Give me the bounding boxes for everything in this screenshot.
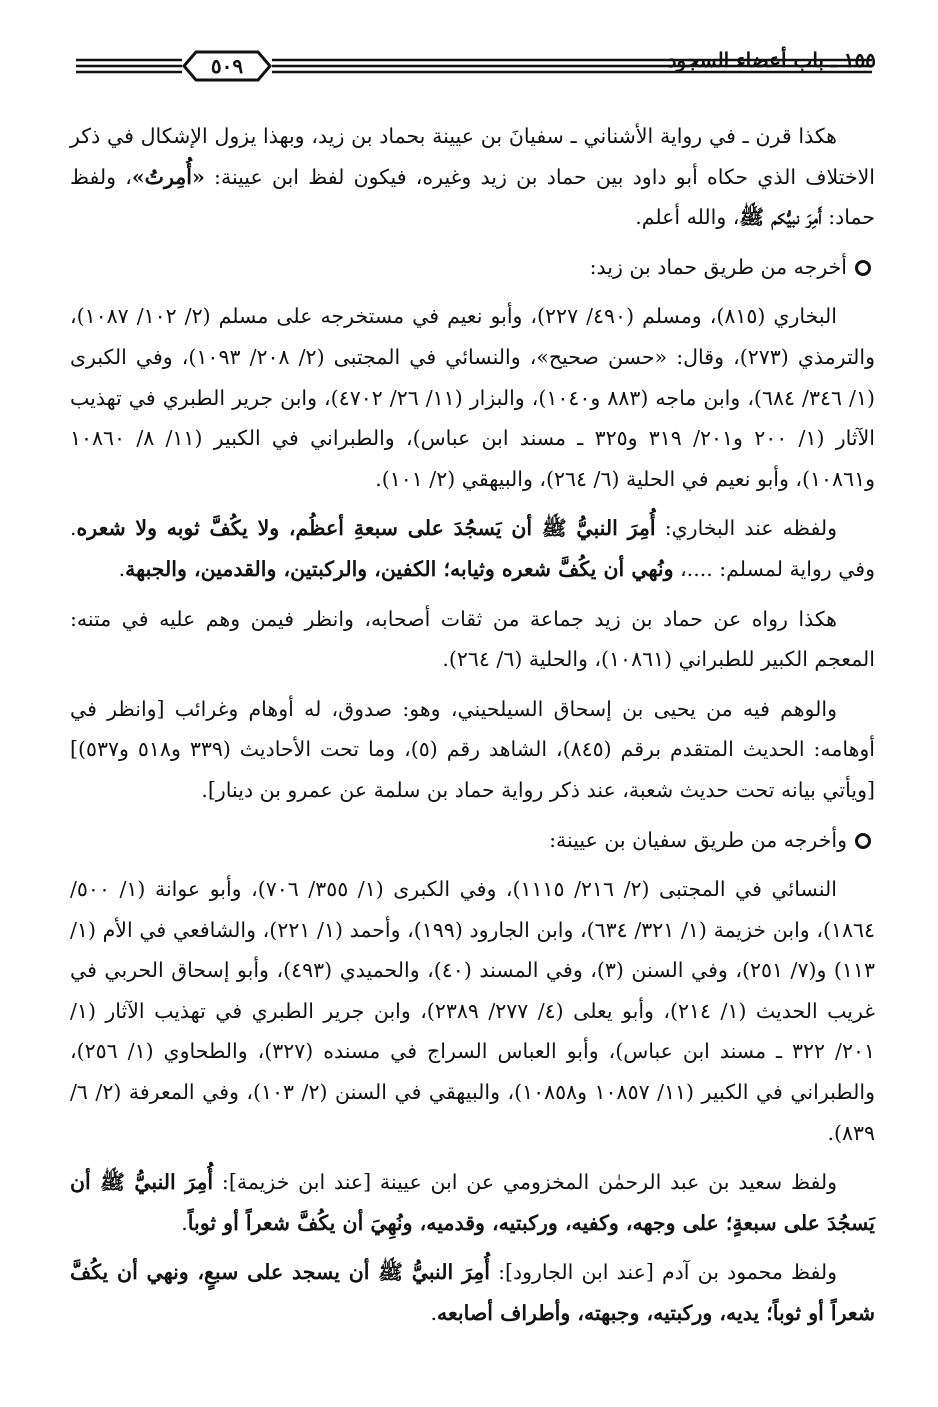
hadith-text: ونُهي أن يكُفَّ شعره وثيابه؛ الكفين، والركبتين، والقدمين، والجبهة xyxy=(125,556,674,581)
paragraph-text: ولفظ سعيد بن عبد الرحمٰن المخزومي عن ابن عيينة [عند ابن خزيمة]: xyxy=(213,1170,837,1195)
page-header xyxy=(72,44,880,90)
hadith-text: أُمِرَ النبيُّ ﷺ أن يسجد على سبعٍ، ونهي أن يكُفَّ شعراً أو ثوباً؛ يديه، وركبتيه، وجبهته، وأطراف أصابعه xyxy=(70,1260,875,1326)
paragraph-text: أخرجه من طريق حماد بن زيد: xyxy=(589,254,847,279)
text-paragraph xyxy=(70,1252,875,1333)
hadith-text: «أُمِرتُ» xyxy=(131,164,205,189)
source-heading xyxy=(70,247,875,288)
text-paragraph xyxy=(70,599,875,680)
text-paragraph xyxy=(70,689,875,811)
hadith-text: أُمِرَ النبيُّ ﷺ أن يَسجُدَ على سبعةٍ؛ على وجهه، وكفيه، وركبتيه، وقدميه، ونُهِيَ أن يكُفَّ شعراً أو ثوباً xyxy=(70,1170,875,1235)
paragraph-text: النسائي في المجتبى (٢/ ٢١٦/ ١١١٥)، وفي الكبرى (١/ ٣٥٥/ ٧٠٦)، وأبو عوانة (١/ ٥٠٠/ ١٨٦٤)، وابن خزيمة (١/ ٣٢١/ ٦٣٤)، وابن الجارود (١٩٩)، وأحمد (١/ ٢٢١)، والشافعي في الأم (١/ ١١٣) و(٧/ ٢٥١)، وفي السنن (٣)، وفي المسند (٤٠)، والحميدي (٤٩٣)، وأبو إسحاق الحربي في غريب الحديث (١/ ٢١٤)، وأبو يعلى (٤/ ٢٧٧/ ٢٣٨٩)، وابن جرير الطبري في تهذيب الآثار (١/ ٢٠١/ ٣٢٢ ـ مسند ابن عباس)، وأبو العباس السراج في مسنده (٣٢٧)، والطحاوي (١/ ٢٥٦)، والطبراني في الكبير (١١/ ١٠٨٥٧ و١٠٨٥٨)، والبيهقي في السنن (٢/ ١٠٣)، وفي المعرفة (٢/ ٦/ ٨٣٩). xyxy=(70,877,875,1145)
hadith-text: أَمِرَ نبيُّكم ﷺ xyxy=(739,205,822,230)
paragraph-text: هكذا رواه عن حماد بن زيد جماعة من ثقات أصحابه، وانظر فيمن وهم عليه في متنه: المعجم الكبير للطبراني (١٠٨٦١)، والحلية (٦/ ٢٦٤). xyxy=(70,606,875,672)
paragraph-text: وأخرجه من طريق سفيان بن عيينة: xyxy=(549,827,847,852)
page-number: ٥٠٩ xyxy=(210,54,244,78)
text-paragraph xyxy=(70,116,875,238)
paragraph-text: البخاري (٨١٥)، ومسلم (٤٩٠/ ٢٢٧)، وأبو نعيم في مستخرجه على مسلم (٢/ ١٠٢/ ١٠٨٧)، والترمذي (٢٧٣)، وقال: «حسن صحيح»، والنسائي في المجتبى (٢/ ٢٠٨/ ١٠٩٣)، وفي الكبرى (١/ ٣٤٦/ ٦٨٤)، وابن ماجه (٨٨٣ و١٠٤٠)، والبزار (١١/ ٢٦/ ٤٧٠٢)، وابن جرير الطبري في تهذيب الآثار (١/ ٢٠٠ و٢٠١/ ٣١٩ و٣٢٥ ـ مسند ابن عباس)، والطبراني في الكبير (١١/ ٨/ ١٠٨٦٠ و١٠٨٦١)، وأبو نعيم في الحلية (٦/ ٢٦٤)، والبيهقي (٢/ ١٠١). xyxy=(70,304,875,491)
hadith-text: أُمِرَ النبيُّ ﷺ أن يَسجُدَ على سبعةِ أعظُم، ولا يكُفَّ ثوبه ولا شعره xyxy=(76,516,656,541)
source-heading xyxy=(70,820,875,861)
paragraph-text: ، والله أعلم. xyxy=(635,205,740,230)
paragraph-text: . وفي رواية لمسلم: ....، xyxy=(70,516,875,581)
text-paragraph xyxy=(70,1162,875,1243)
paragraph-text: هكذا قرن ـ في رواية الأشناني ـ سفيانَ بن عيينة بحماد بن زيد، وبهذا يزول الإشكال في ذكر الاختلاف الذي حكاه أبو داود بين حماد بن زيد وغيره، فيكون لفظ ابن عيينة: xyxy=(70,124,876,189)
paragraph-text: . xyxy=(181,1210,188,1235)
text-paragraph xyxy=(70,869,875,1153)
paragraph-text: ولفظ محمود بن آدم [عند ابن الجارود]: xyxy=(489,1260,837,1285)
bullet-circle-icon xyxy=(855,833,871,849)
bullet-circle-icon xyxy=(855,260,871,276)
text-paragraph xyxy=(70,508,875,589)
chapter-title: ١٥٥ ـ باب أعضاء السجود xyxy=(667,48,876,72)
paragraph-text: ، ولفظ حماد: xyxy=(70,164,875,230)
paragraph-text: . xyxy=(430,1301,437,1326)
page-body xyxy=(70,116,875,1343)
paragraph-text: والوهم فيه من يحيى بن إسحاق السيلحيني، وهو: صدوق، له أوهام وغرائب [وانظر في أوهامه: الحديث المتقدم برقم (٨٤٥)، الشاهد رقم (٥)، وما تحت الأحاديث (٣٣٩ و٥١٨ و٥٣٧)] [ويأتي بيانه تحت حديث شعبة، عند ذكر رواية حماد بن سلمة عن عمرو بن دينار]. xyxy=(70,696,875,802)
paragraph-text: ولفظه عند البخاري: xyxy=(655,516,837,541)
text-paragraph xyxy=(70,296,875,499)
paragraph-text: . xyxy=(118,556,126,581)
